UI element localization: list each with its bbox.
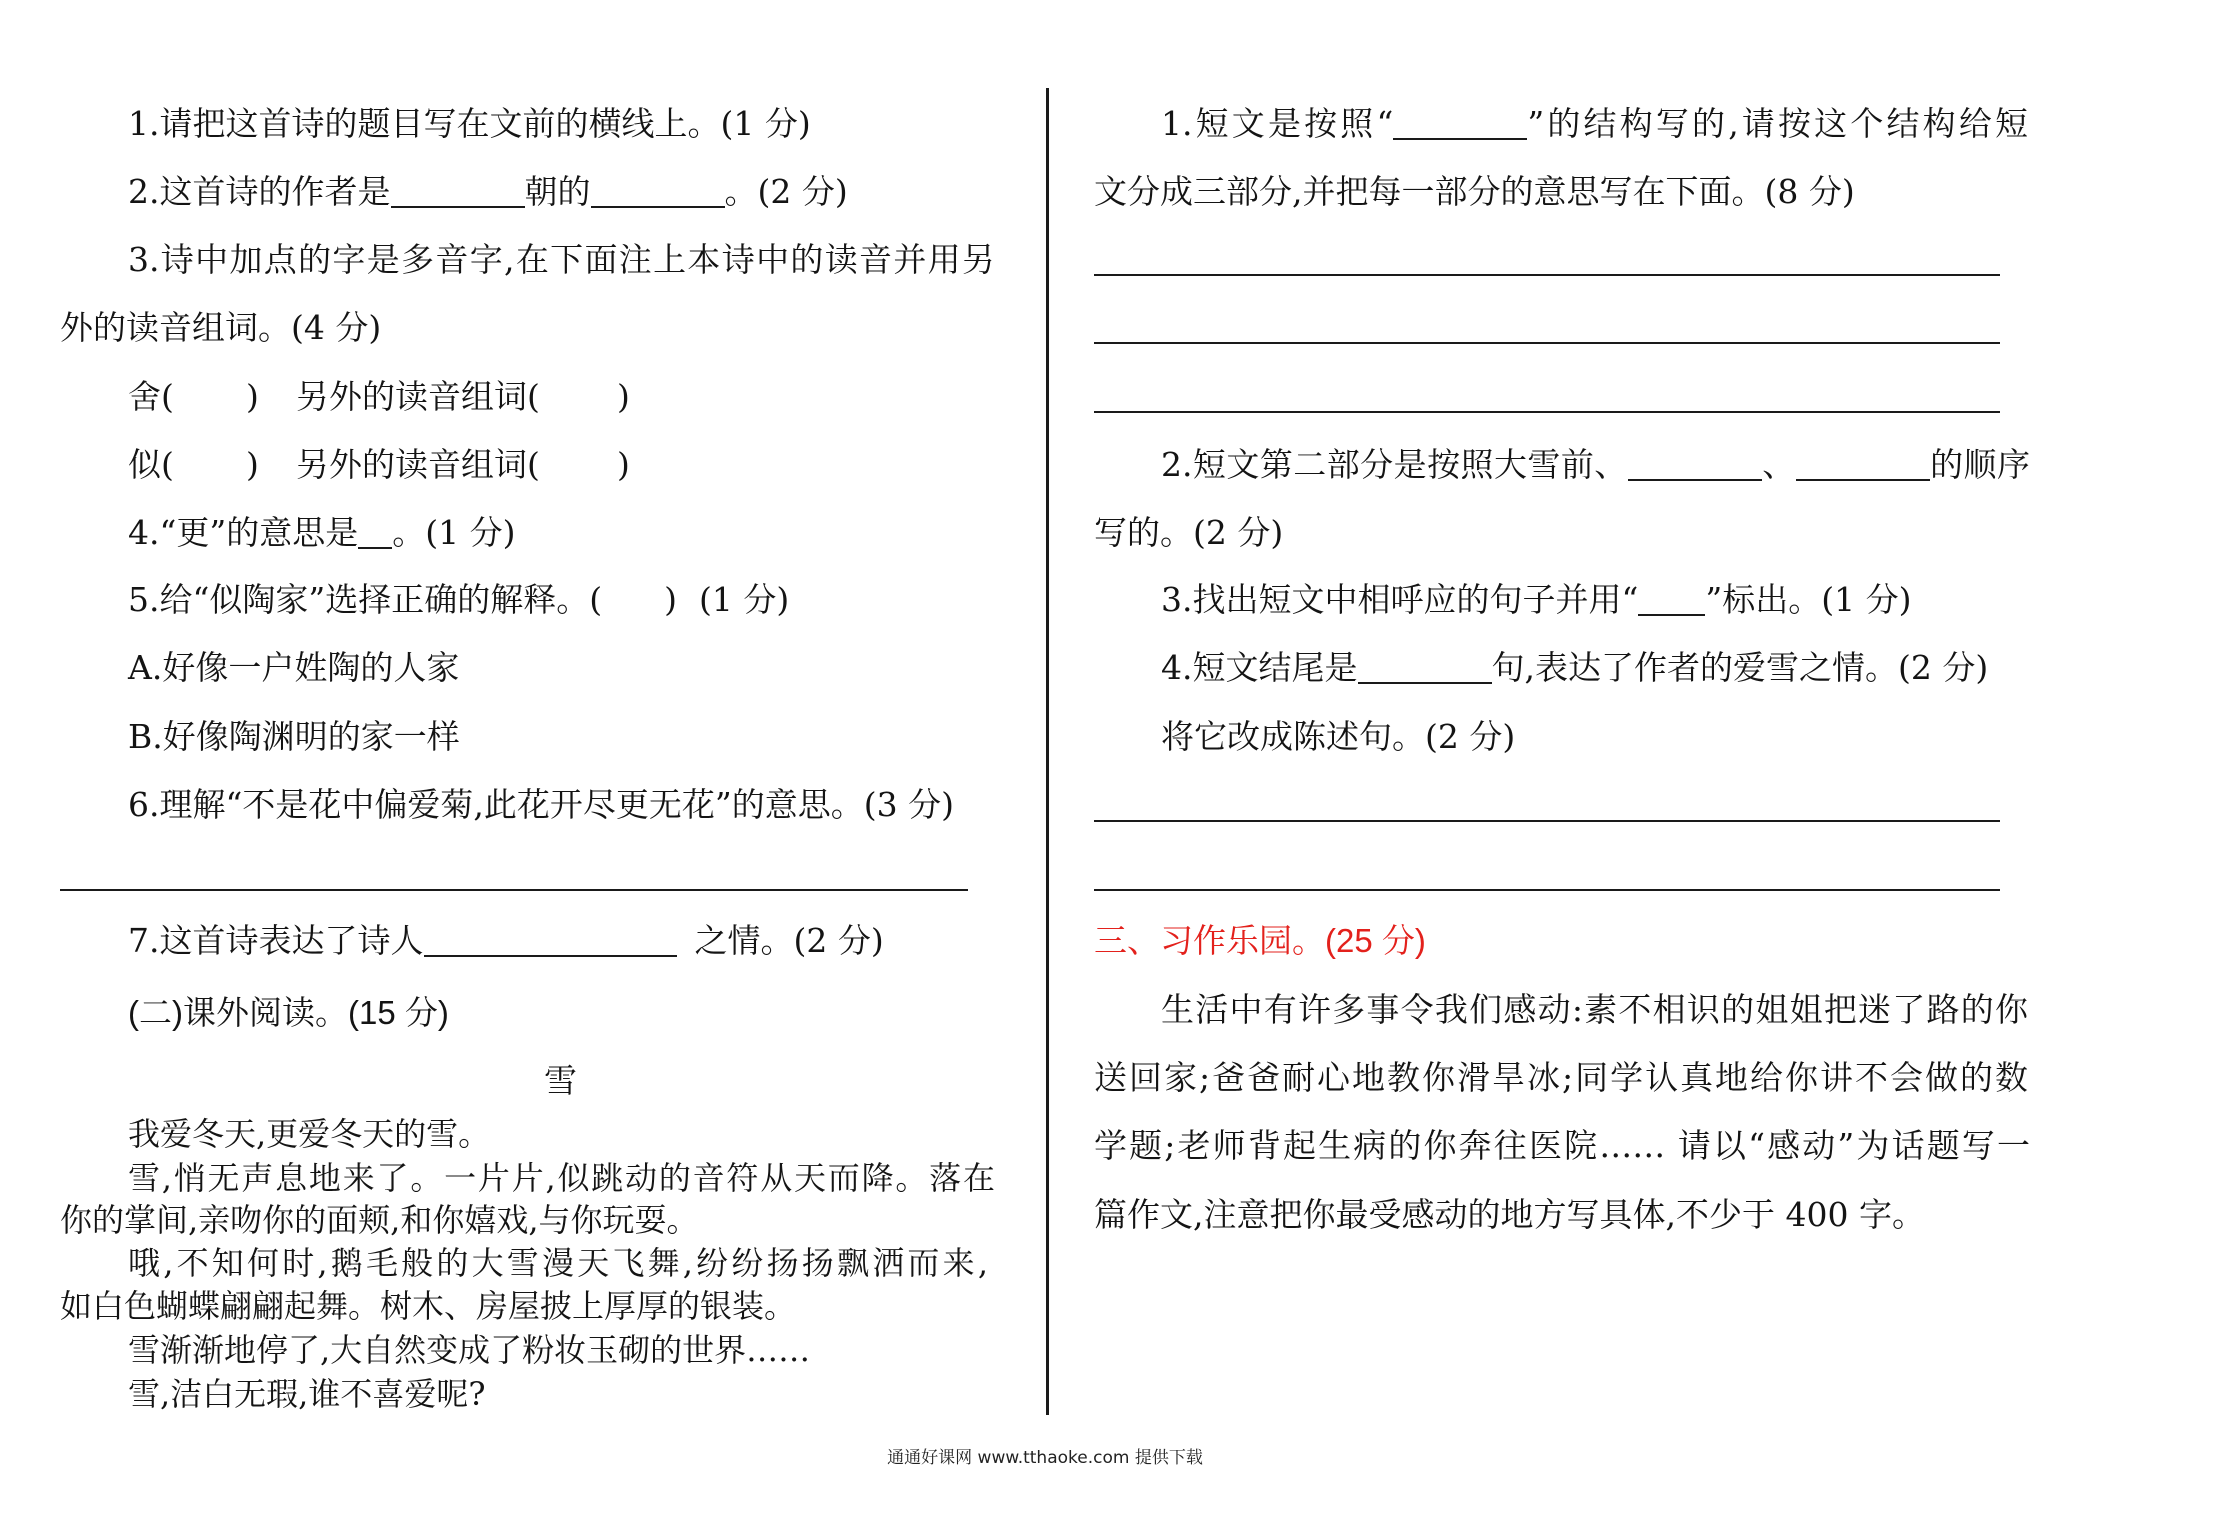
- reading-question-1-text-after: ”的结构写的,请按这个结构给短: [1527, 104, 2028, 143]
- option-a: A.好像一户姓陶的人家: [128, 648, 460, 687]
- answer-blank: [358, 519, 392, 549]
- question-5-paren-close: ): [664, 580, 677, 619]
- answer-line: [1094, 411, 2000, 413]
- polyphone-char: 似(: [128, 445, 174, 484]
- question-5-text: 5.给“似陶家”选择正确的解释。(: [128, 580, 603, 619]
- passage-line: 我爱冬天,更爱冬天的雪。: [128, 1115, 491, 1153]
- answer-blank: [1628, 451, 1762, 481]
- reading-question-4-text-after: 句,表达了作者的爱雪之情。(2 分): [1491, 648, 1989, 687]
- reading-question-2-line-1: [1161, 445, 2030, 485]
- writing-prompt-line: 生活中有许多事令我们感动:素不相识的姐姐把迷了路的你: [1161, 990, 2028, 1029]
- answer-blank: [391, 178, 525, 208]
- passage-line: 哦,不知何时,鹅毛般的大雪漫天飞舞,纷纷扬扬飘洒而来,: [128, 1244, 988, 1282]
- passage-line: 你的掌间,亲吻你的面颊,和你嬉戏,与你玩耍。: [60, 1201, 699, 1239]
- option-b: B.好像陶渊明的家一样: [128, 717, 460, 756]
- question-3-line-1: 3.诗中加点的字是多音字,在下面注上本诗中的读音并用另: [128, 240, 995, 279]
- reading-question-3: [1161, 580, 1911, 620]
- writing-prompt-line: 学题;老师背起生病的你奔往医院…… 请以“感动”为话题写一: [1094, 1126, 2030, 1165]
- answer-blank: [1796, 451, 1930, 481]
- answer-blank: [591, 178, 725, 208]
- question-7: [128, 921, 884, 961]
- answer-line: [1094, 342, 2000, 344]
- question-2: [128, 172, 848, 212]
- polyphone-label-close: ): [617, 377, 630, 416]
- writing-prompt-line: 送回家;爸爸耐心地教你滑旱冰;同学认真地给你讲不会做的数: [1094, 1058, 2028, 1097]
- reading-question-2-text-after: 的顺序: [1929, 445, 2030, 484]
- question-2-text-middle: 朝的: [524, 172, 591, 211]
- answer-line: [1094, 274, 2000, 276]
- reading-question-3-text-before: 3.找出短文中相呼应的句子并用“: [1161, 580, 1639, 619]
- answer-blank: [1393, 110, 1527, 140]
- page-footer: 通通好课网 www.tthaoke.com 提供下载: [887, 1448, 1203, 1468]
- passage-line: 雪渐渐地停了,大自然变成了粉妆玉砌的世界……: [128, 1331, 811, 1369]
- reading-question-2-text-middle: 、: [1761, 445, 1796, 484]
- answer-line: [1094, 889, 2000, 891]
- reading-question-1-line-2: 文分成三部分,并把每一部分的意思写在下面。(8 分): [1094, 172, 1855, 211]
- reading-question-1-text-before: 1.短文是按照“: [1161, 104, 1394, 143]
- polyphone-char: 舍(: [128, 377, 174, 416]
- question-3-line-2: 外的读音组词。(4 分): [60, 308, 382, 347]
- question-4-text-after: 。(1 分): [392, 513, 516, 552]
- reading-question-2-line-2: 写的。(2 分): [1094, 513, 1284, 552]
- passage-line: 雪,悄无声息地来了。一片片,似跳动的音符从天而降。落在: [128, 1159, 995, 1197]
- answer-line: [60, 889, 968, 891]
- polyphone-item: [128, 377, 630, 417]
- writing-section-heading: 三、习作乐园。(25 分): [1094, 922, 1426, 959]
- passage-title: 雪: [544, 1062, 577, 1099]
- writing-prompt-line: 篇作文,注意把你最受感动的地方写具体,不少于 400 字。: [1094, 1195, 1925, 1234]
- polyphone-label: 另外的读音组词(: [296, 445, 540, 484]
- polyphone-label: 另外的读音组词(: [296, 377, 540, 416]
- reading-question-1-line-1: [1161, 104, 2028, 144]
- reading-question-4-text-before: 4.短文结尾是: [1161, 648, 1358, 687]
- polyphone-char-close: ): [246, 445, 259, 484]
- answer-line: [1094, 820, 2000, 822]
- question-4: [128, 513, 515, 553]
- question-1: 1.请把这首诗的题目写在文前的横线上。(1 分): [128, 104, 811, 143]
- question-2-text-before: 2.这首诗的作者是: [128, 172, 391, 211]
- reading-question-4-line-2: 将它改成陈述句。(2 分): [1161, 717, 1516, 756]
- polyphone-label-close: ): [617, 445, 630, 484]
- question-5: [128, 580, 789, 620]
- polyphone-item: [128, 445, 630, 485]
- passage-line: 如白色蝴蝶翩翩起舞。树木、房屋披上厚厚的银装。: [60, 1287, 797, 1325]
- reading-question-2-text-before: 2.短文第二部分是按照大雪前、: [1161, 445, 1628, 484]
- question-6: 6.理解“不是花中偏爱菊,此花开尽更无花”的意思。(3 分): [128, 785, 954, 824]
- reading-question-4: [1161, 648, 1988, 688]
- question-2-text-after: 。(2 分): [724, 172, 848, 211]
- reading-section-heading: (二)课外阅读。(15 分): [128, 994, 449, 1031]
- question-4-text-before: 4.“更”的意思是: [128, 513, 359, 552]
- reading-question-3-text-after: ”标出。(1 分): [1705, 580, 1912, 619]
- question-7-text-before: 7.这首诗表达了诗人: [128, 921, 424, 960]
- column-divider: [1046, 88, 1049, 1415]
- answer-blank: [424, 927, 677, 957]
- question-7-text-after: 之情。(2 分): [694, 921, 884, 960]
- answer-blank: [1638, 586, 1705, 616]
- answer-blank: [1358, 654, 1492, 684]
- passage-line: 雪,洁白无瑕,谁不喜爱呢?: [128, 1375, 486, 1413]
- polyphone-char-close: ): [246, 377, 259, 416]
- question-5-score: (1 分): [698, 580, 790, 619]
